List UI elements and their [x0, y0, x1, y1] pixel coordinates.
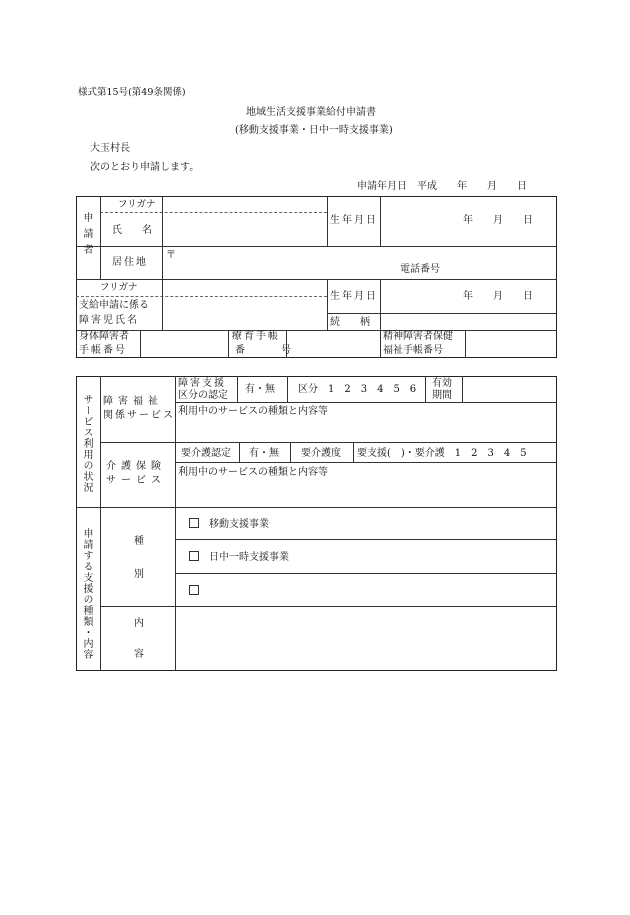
applicant-name-label: 氏 名	[112, 225, 157, 236]
support-option-daytime[interactable]	[189, 551, 289, 563]
physical-handbook-label-2: 手帳番号	[79, 345, 127, 356]
welfare-service-label-1: 障害福祉	[103, 396, 163, 407]
relation-label: 続 柄	[330, 317, 375, 328]
support-type-label-2: 別	[134, 569, 144, 580]
care-insurance-label-1: 介護保険	[106, 461, 166, 472]
checkbox-icon[interactable]	[189, 585, 199, 595]
applicant-birth-label: 生年月日	[330, 215, 378, 226]
form-subtitle: (移動支援事業・日中一時支援事業)	[235, 125, 393, 136]
valid-period-label-1: 有効	[432, 378, 452, 389]
rehab-handbook-label-2: 番 号	[235, 345, 304, 356]
intro-text: 次のとおり申請します。	[90, 162, 200, 173]
mental-handbook-label-1: 精神障害者保健	[383, 331, 453, 342]
care-insurance-label-2: サービス	[106, 475, 166, 486]
applicant-group-label: 申請者	[81, 212, 92, 260]
applicant-furigana-label: フリガナ	[118, 199, 156, 210]
postal-mark: 〒	[166, 250, 176, 261]
form-title: 地域生活支援事業給付申請書	[246, 107, 376, 118]
applicant-birth-value: 年 月 日	[463, 215, 533, 226]
care-level-label: 要介護度	[301, 448, 341, 459]
support-option-mobility[interactable]	[189, 518, 269, 530]
care-cert-label: 要介護認定	[181, 448, 231, 459]
support-class-levels: 区分 1 2 3 4 5 6	[298, 384, 417, 395]
valid-period-label-2: 期間	[432, 390, 452, 401]
child-furigana-label: フリガナ	[100, 282, 138, 293]
welfare-service-label-2: 関係サービス	[103, 410, 175, 421]
support-class-yesno: 有・無	[245, 384, 275, 395]
checkbox-icon[interactable]	[189, 518, 199, 528]
form-number: 様式第15号(第49条関係)	[78, 87, 186, 98]
address-label: 居住地	[112, 257, 148, 268]
care-level-value: 要支援( )・要介護 1 2 3 4 5	[357, 448, 527, 459]
support-content-label-1: 内	[134, 618, 144, 629]
rehab-handbook-label-1: 療育手帳	[232, 331, 280, 342]
physical-handbook-label-1: 身体障害者	[79, 331, 129, 342]
addressee: 大玉村長	[90, 143, 130, 154]
support-option-label: 移動支援事業	[209, 519, 269, 530]
support-request-group-label: 申請する支援の種類・内容	[81, 528, 92, 660]
checkbox-icon[interactable]	[189, 551, 199, 561]
phone-label: 電話番号	[400, 264, 440, 275]
child-birth-value: 年 月 日	[463, 291, 533, 302]
child-name-label-2: 障害児氏名	[79, 315, 139, 326]
support-type-label-1: 種	[134, 536, 144, 547]
child-name-label-1: 支給申請に係る	[79, 300, 149, 311]
mental-handbook-label-2: 福祉手帳番号	[383, 345, 443, 356]
child-birth-label: 生年月日	[330, 291, 378, 302]
support-class-cert-label-2: 区分の認定	[178, 390, 228, 401]
care-usage-field: 利用中のサービスの種類と内容等	[178, 467, 328, 478]
support-content-label-2: 容	[134, 649, 144, 660]
application-date: 申請年月日 平成 年 月 日	[357, 181, 527, 192]
support-class-cert-label-1: 障害支援	[178, 378, 226, 389]
care-cert-yesno: 有・無	[249, 448, 279, 459]
welfare-usage-field: 利用中のサービスの種類と内容等	[178, 406, 328, 417]
support-option-label: 日中一時支援事業	[209, 552, 289, 563]
service-usage-group-label: サービス利用の状況	[81, 394, 92, 493]
support-option-other[interactable]	[189, 585, 209, 597]
